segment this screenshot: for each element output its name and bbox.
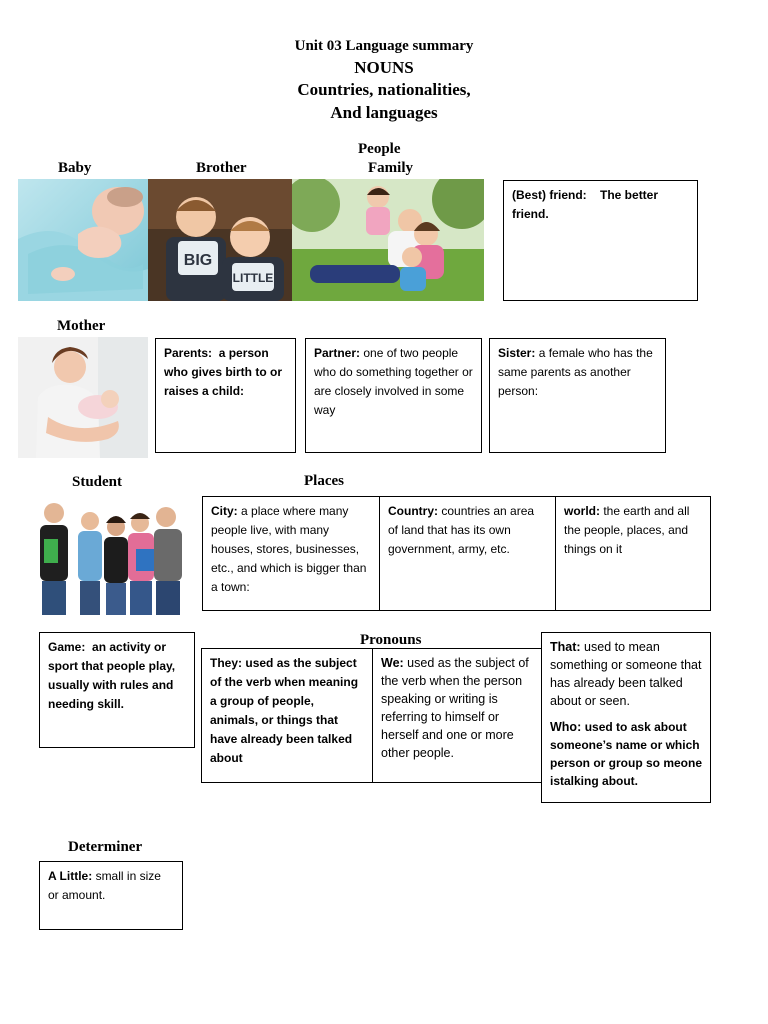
parents-box — [155, 338, 296, 453]
little-shirt-text: LITTLE — [232, 271, 274, 285]
label-brother: Brother — [196, 160, 247, 176]
country-box — [379, 496, 556, 611]
who-def: used to ask about someone’s name or which person or group so meone istalking about. — [550, 720, 703, 788]
alittle-def: small in size or amount. — [48, 869, 161, 902]
we-box — [372, 648, 544, 783]
title-countries: Countries, nationalities, — [297, 80, 471, 99]
game-def: an activity or sport that people play, usually with rules and needing skill. — [48, 640, 176, 711]
brother-photo — [148, 179, 292, 301]
friend-def: The better friend. — [512, 188, 659, 221]
title-unit: Unit 03 Language summary — [294, 38, 474, 54]
world-def: the earth and all the people, places, and things on it — [564, 504, 690, 556]
world-term: world: — [564, 504, 600, 518]
big-shirt-text: BIG — [183, 252, 213, 269]
they-box — [201, 648, 373, 783]
alittle-term: A Little: — [48, 869, 93, 883]
city-def: a place where many people live, with many houses, stores, businesses, etc., and which is bigger than a town: — [211, 504, 367, 594]
that-def: used to mean something or someone that has already been talked about or seen. — [550, 640, 702, 708]
that-term: That: — [550, 640, 581, 654]
baby-photo — [18, 179, 148, 301]
city-term: City: — [211, 504, 238, 518]
sister-box — [489, 338, 666, 453]
student-photo — [18, 495, 194, 615]
title-languages: And languages — [330, 103, 438, 122]
we-def: used as the subject of the verb when the person speaking or writing is referring to himself or herself and one or more other people. — [381, 656, 529, 760]
section-people: People — [358, 141, 401, 157]
game-term: Game: — [48, 640, 86, 654]
parents-term: Parents: — [164, 346, 213, 360]
label-student: Student — [72, 474, 123, 490]
title-nouns: NOUNS — [354, 58, 414, 77]
world-box — [555, 496, 711, 611]
friend-box — [503, 180, 698, 301]
that-who-box — [541, 632, 711, 803]
they-def: used as the subject of the verb when meaning a group of people, animals, or things that have already been talked about — [210, 656, 359, 765]
label-baby: Baby — [58, 160, 92, 176]
mother-photo — [18, 337, 148, 458]
sister-def: a female who has the same parents as another person: — [498, 346, 653, 398]
alittle-box — [39, 861, 183, 930]
country-term: Country: — [388, 504, 438, 518]
partner-term: Partner: — [314, 346, 361, 360]
we-term: We: — [381, 656, 404, 670]
section-determiner: Determiner — [68, 839, 143, 855]
partner-box — [305, 338, 482, 453]
parents-def: a person who gives birth to or raises a child: — [164, 346, 283, 398]
city-box — [202, 496, 380, 611]
that-entry — [550, 638, 702, 710]
game-box — [39, 632, 195, 748]
friend-term: (Best) friend: — [512, 188, 587, 202]
section-places: Places — [304, 473, 344, 489]
they-term: They: — [210, 656, 243, 670]
family-photo — [292, 179, 484, 301]
label-family: Family — [368, 160, 413, 176]
who-term: Who: — [550, 720, 582, 734]
sister-term: Sister: — [498, 346, 536, 360]
country-def: countries an area of land that has its own government, army, etc. — [388, 504, 535, 556]
section-pronouns: Pronouns — [360, 632, 422, 648]
who-entry — [550, 718, 702, 790]
partner-def: one of two people who do something together or are closely involved in some way — [314, 346, 473, 417]
label-mother: Mother — [57, 318, 106, 334]
